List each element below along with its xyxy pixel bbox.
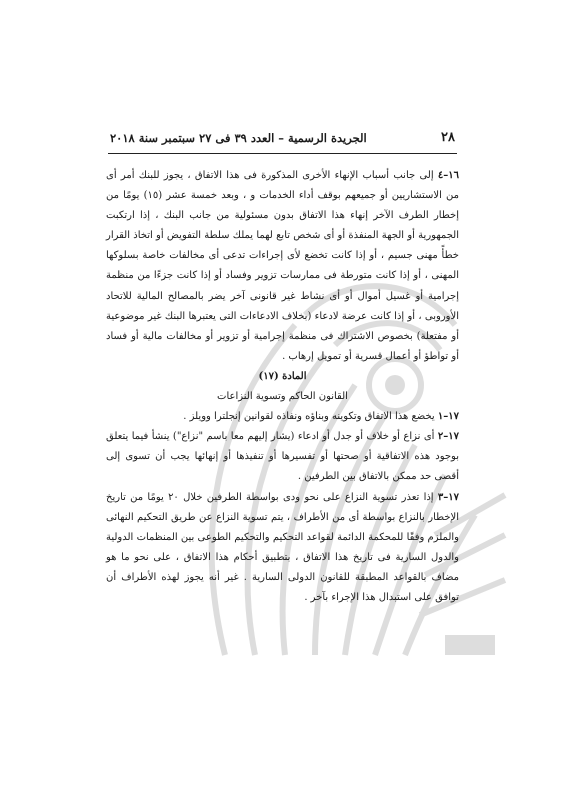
clause-text: إلى جانب أسباب الإنهاء الأخرى المذكورة فى هذا الاتفاق ، يجوز للبنك أمر أى من الاستشاريين أو جميعهم بوقف أداء الخدمات و ، وبعد خمسة عشر (١٥) يومًا من إخطار الطرف الآخر إنهاء هذا الاتفاق بدون مسئولية من جانب البنك ، إذا ارتكبت الجمهورية أو الجهة المنفذة أو أى شخص تابع لهما يملك سلطة التفويض أو اتخاذ القرار خطأً مهنى جسيم ، أو إذا كانت تخضع لأى إجراءات تدعى أى مخالفات خاصة بسلوكها المهنى ، أو إذا كانت متورطة فى ممارسات تزوير وفساد أو إذا كانت جزءًا من منظمة إجرامية أو غسيل أموال أو أى نشاط غير قانونى آخر يضر بالمصالح المالية للاتحاد الأوروبى ، أو إذا كانت عرضة لادعاء (بخلاف الادعاءات التى يعتبرها البنك غير موضوعية أو مفتعلة) بخصوص الاشتراك فى منظمة إجرامية أو تزوير أو مخالفات مالية أو فساد أو تواطؤ أو أعمال قسرية أو تمويل إرهاب . bbox=[106, 170, 459, 362]
header-rule bbox=[108, 153, 457, 154]
paragraph-17-3 bbox=[106, 488, 459, 609]
paragraph-17-2 bbox=[106, 427, 459, 487]
clause-number: ١٧–٢ bbox=[437, 431, 459, 443]
article-subheading: القانون الحاكم وتسوية النزاعات bbox=[217, 391, 348, 403]
paragraph-17-1 bbox=[106, 407, 459, 427]
paragraph-16-4 bbox=[106, 166, 459, 367]
clause-text: أى نزاع أو خلاف أو جدل أو ادعاء (يشار إليهم معا باسم "نزاع") ينشأ فيما يتعلق بوجود هذه الاتفاقية أو صحتها أو تفسيرها أو تنفيذها أو إنهائها يجب أن تسوى إلى أقصى حد ممكن بالاتفاق بين الطرفين . bbox=[106, 431, 459, 483]
page-number: ٢٨ bbox=[441, 130, 455, 145]
body-text bbox=[106, 166, 459, 608]
clause-number: ١٧–٣ bbox=[437, 491, 459, 503]
clause-text: إذا تعذر تسوية النزاع على نحو ودى بواسطة الطرفين خلال ٢٠ يومًا من تاريخ الإخطار بالنزاع بواسطة أى من الأطراف ، يتم تسوية النزاع عن طريق التحكيم النهائى والملزم وفقًا للمحكمة الدائمة لقواعد التحكيم والتحكيم الطوعى بين المنظمات الدولية والدول السارية فى تاريخ هذا الاتفاق ، بتطبيق أحكام هذا الاتفاق ، على نحو ما هو مضاف بالقواعد المطبقة للقانون الدولى السارية . غير أنه يجوز لهذه الأطراف أن توافق على استبدال هذا الإجراء بآخر . bbox=[106, 491, 459, 603]
article-heading: المادة (١٧) bbox=[258, 370, 307, 382]
clause-number: ١٧–١ bbox=[437, 411, 459, 423]
clause-number: ١٦–٤ bbox=[437, 170, 459, 181]
running-head: الجريدة الرسمية – العدد ٣٩ فى ٢٧ سبتمبر سنة ٢٠١٨ bbox=[110, 131, 367, 145]
clause-text: يخضع هذا الاتفاق وتكوينه وبناؤه ونفاذه لقوانين إنجلترا وويلز . bbox=[183, 411, 438, 423]
page-header bbox=[110, 128, 455, 154]
